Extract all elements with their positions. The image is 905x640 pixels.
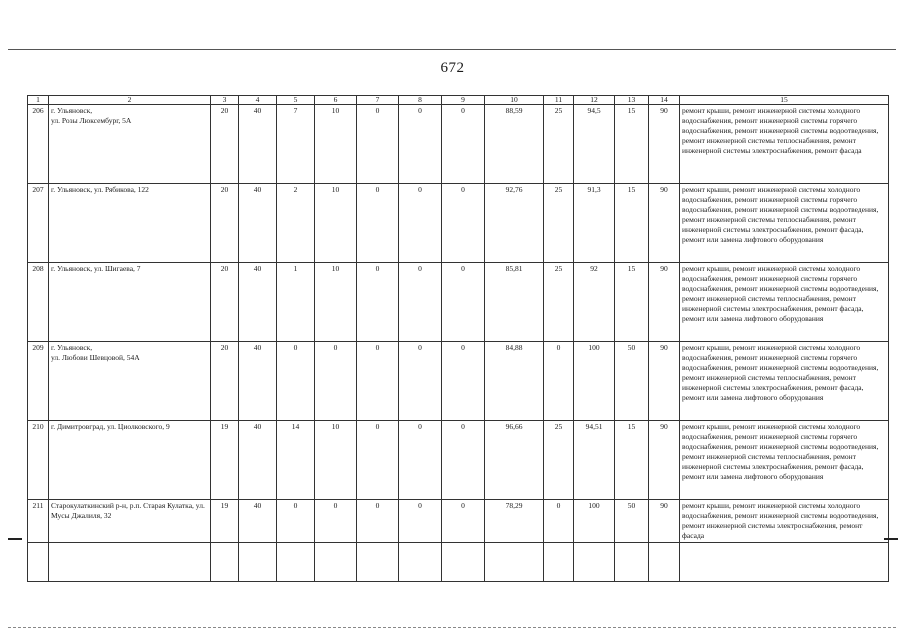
top-rule [8,49,896,50]
table-row [28,342,889,421]
works-table [27,95,889,582]
row-id: 207 [28,184,49,263]
cell-c3: 19 [211,500,239,543]
column-header: 8 [399,96,442,105]
table-row [28,421,889,500]
cell-c7: 0 [357,105,399,184]
empty-cell [615,543,649,582]
empty-cell [399,543,442,582]
cell-c12: 94,5 [574,105,615,184]
cell-c13: 50 [615,342,649,421]
cell-c11: 25 [544,421,574,500]
cell-c12: 100 [574,500,615,543]
cell-c4: 40 [239,500,277,543]
cell-c11: 25 [544,105,574,184]
cell-c10: 84,88 [485,342,544,421]
cell-c4: 40 [239,105,277,184]
column-header: 14 [649,96,680,105]
cell-c7: 0 [357,421,399,500]
cell-c14: 90 [649,105,680,184]
cell-c7: 0 [357,263,399,342]
cell-c5: 2 [277,184,315,263]
cell-c12: 94,51 [574,421,615,500]
row-id: 211 [28,500,49,543]
row-id: 209 [28,342,49,421]
row-works: ремонт крыши, ремонт инженерной системы холодного водоснабжения, ремонт инженерной системы горячего водоснабжения, ремонт инженерной системы водоотведения, ремонт инженерной системы теплоснабжения, ремонт инженерной системы электроснабжения, ремонт фасада, ремонт или замена лифтового оборудования [680,342,889,421]
empty-cell [315,543,357,582]
row-works: ремонт крыши, ремонт инженерной системы холодного водоснабжения, ремонт инженерной системы горячего водоснабжения, ремонт инженерной системы водоотведения, ремонт инженерной системы теплоснабжения, ремонт инженерной системы электроснабжения, ремонт фасада, ремонт или замена лифтового оборудования [680,421,889,500]
row-works: ремонт крыши, ремонт инженерной системы холодного водоснабжения, ремонт инженерной системы горячего водоснабжения, ремонт инженерной системы водоотведения, ремонт инженерной системы теплоснабжения, ремонт инженерной системы электроснабжения, ремонт фасада, ремонт или замена лифтового оборудования [680,184,889,263]
row-address: Старокулаткинский р-н, р.п. Старая Кулатка, ул. Мусы Джалиля, 32 [49,500,211,543]
empty-cell [485,543,544,582]
column-number-row [28,96,889,105]
column-header: 11 [544,96,574,105]
cell-c5: 0 [277,500,315,543]
cell-c13: 15 [615,263,649,342]
cell-c3: 20 [211,105,239,184]
cell-c13: 15 [615,184,649,263]
cell-c6: 10 [315,184,357,263]
row-id: 206 [28,105,49,184]
cell-c11: 25 [544,263,574,342]
row-id: 210 [28,421,49,500]
empty-cell [574,543,615,582]
empty-cell [680,543,889,582]
row-works: ремонт крыши, ремонт инженерной системы холодного водоснабжения, ремонт инженерной системы горячего водоснабжения, ремонт инженерной системы водоотведения, ремонт инженерной системы теплоснабжения, ремонт инженерной системы электроснабжения, ремонт фасада [680,105,889,184]
row-address: г. Ульяновск, ул. Рябикова, 122 [49,184,211,263]
column-header: 1 [28,96,49,105]
empty-cell [442,543,485,582]
cell-c4: 40 [239,421,277,500]
column-header: 9 [442,96,485,105]
column-header: 15 [680,96,889,105]
cell-c9: 0 [442,500,485,543]
scan-edge-mark-right [884,538,898,540]
cell-c6: 10 [315,263,357,342]
cell-c6: 0 [315,500,357,543]
cell-c6: 0 [315,342,357,421]
empty-cell [544,543,574,582]
cell-c10: 96,66 [485,421,544,500]
column-header: 12 [574,96,615,105]
cell-c9: 0 [442,105,485,184]
column-header: 4 [239,96,277,105]
cell-c7: 0 [357,184,399,263]
empty-table-row [28,543,889,582]
cell-c3: 19 [211,421,239,500]
column-header: 10 [485,96,544,105]
row-address: г. Ульяновск, ул. Розы Люксембург, 5А [49,105,211,184]
cell-c13: 15 [615,421,649,500]
cell-c10: 88,59 [485,105,544,184]
cell-c14: 90 [649,184,680,263]
cell-c3: 20 [211,184,239,263]
cell-c6: 10 [315,105,357,184]
table-row [28,500,889,543]
cell-c3: 20 [211,342,239,421]
column-header: 3 [211,96,239,105]
cell-c14: 90 [649,263,680,342]
cell-c7: 0 [357,342,399,421]
column-header: 13 [615,96,649,105]
table-row [28,105,889,184]
cell-c5: 14 [277,421,315,500]
cell-c8: 0 [399,263,442,342]
cell-c5: 0 [277,342,315,421]
column-header: 5 [277,96,315,105]
cell-c12: 92 [574,263,615,342]
cell-c13: 50 [615,500,649,543]
cell-c11: 0 [544,342,574,421]
cell-c4: 40 [239,184,277,263]
row-address: г. Ульяновск, ул. Любови Шевцовой, 54А [49,342,211,421]
cell-c11: 0 [544,500,574,543]
cell-c8: 0 [399,500,442,543]
table-row [28,184,889,263]
empty-cell [357,543,399,582]
empty-cell [211,543,239,582]
empty-cell [49,543,211,582]
cell-c11: 25 [544,184,574,263]
row-address: г. Ульяновск, ул. Шигаева, 7 [49,263,211,342]
cell-c10: 85,81 [485,263,544,342]
column-header: 6 [315,96,357,105]
empty-cell [239,543,277,582]
cell-c3: 20 [211,263,239,342]
cell-c9: 0 [442,342,485,421]
scan-edge-mark-left [8,538,22,540]
cell-c13: 15 [615,105,649,184]
cell-c14: 90 [649,421,680,500]
empty-cell [277,543,315,582]
cell-c9: 0 [442,184,485,263]
row-works: ремонт крыши, ремонт инженерной системы холодного водоснабжения, ремонт инженерной системы горячего водоснабжения, ремонт инженерной системы водоотведения, ремонт инженерной системы теплоснабжения, ремонт инженерной системы электроснабжения, ремонт фасада, ремонт или замена лифтового оборудования [680,263,889,342]
cell-c9: 0 [442,263,485,342]
cell-c10: 78,29 [485,500,544,543]
row-address: г. Димитровград, ул. Циолковского, 9 [49,421,211,500]
cell-c4: 40 [239,263,277,342]
cell-c5: 7 [277,105,315,184]
row-works: ремонт крыши, ремонт инженерной системы холодного водоснабжения, ремонт инженерной системы водоотведения, ремонт инженерной системы электроснабжения, ремонт фасада [680,500,889,543]
bottom-rule [8,627,896,628]
column-header: 2 [49,96,211,105]
empty-cell [649,543,680,582]
cell-c12: 91,3 [574,184,615,263]
table-row [28,263,889,342]
cell-c14: 90 [649,500,680,543]
page-number: 672 [440,60,465,76]
cell-c8: 0 [399,184,442,263]
cell-c8: 0 [399,421,442,500]
cell-c12: 100 [574,342,615,421]
column-header: 7 [357,96,399,105]
cell-c7: 0 [357,500,399,543]
cell-c9: 0 [442,421,485,500]
empty-cell [28,543,49,582]
row-id: 208 [28,263,49,342]
cell-c8: 0 [399,342,442,421]
cell-c6: 10 [315,421,357,500]
cell-c10: 92,76 [485,184,544,263]
cell-c4: 40 [239,342,277,421]
cell-c5: 1 [277,263,315,342]
cell-c14: 90 [649,342,680,421]
cell-c8: 0 [399,105,442,184]
